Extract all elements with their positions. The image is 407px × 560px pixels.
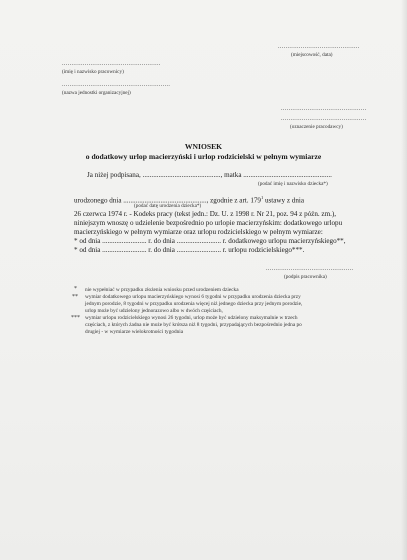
leave-item-2: * od dnia ......................... r. do dnia ......................... r. urlopu rodzicielskiego***. xyxy=(74,246,305,254)
unit-dots: ......................................................... xyxy=(62,82,171,88)
birth-date-label: (podać datę urodzenia dziecka*) xyxy=(134,203,202,209)
leave-item-1: * od dnia ......................... r. do dnia ......................... r. dodatkowego urlopu macierzyńskiego**, xyxy=(74,237,346,245)
signature-label: (podpis pracownika) xyxy=(284,274,327,280)
footnote-1-mark: * xyxy=(74,286,77,292)
document-subtitle: o dodatkowy urlop macierzyński i urlop rodzicielski w pełnym wymiarze xyxy=(85,152,322,161)
unit-label: (nazwa jednostki organizacyjnej) xyxy=(62,90,131,96)
footnote-3-line-2: częściach, z których żadna nie może być krótsza niż 8 tygodni, przypadających bezpośrednio jedna po xyxy=(85,322,302,328)
footnote-2-line-1: wymiar dodatkowego urlopu macierzyńskiego wynosi 6 tygodni w przypadku urodzenia dziecka przy xyxy=(85,294,301,300)
footnote-2-line-3: urlop może być udzielony jednorazowo albo w dwóch częściach, xyxy=(85,308,223,314)
employer-dots-1: ............................................. xyxy=(281,106,367,112)
body-line-1: Ja niżej podpisana, ............................................, matka .................................................. xyxy=(87,171,332,179)
employee-name-dots: .................................................... xyxy=(62,61,161,67)
employer-label: (oznaczenie pracodawcy) xyxy=(290,124,343,130)
body-line-4: niniejszym wnoszę o udzielenie bezpośrednio po urlopie macierzyńskim: dodatkowego urlopu xyxy=(74,219,343,227)
date-place-dots: ........................................... xyxy=(278,44,360,50)
footnote-2-line-2: jednym porodzie, 8 tygodni w przypadku urodzenia więcej niż jednego dziecka przy jednym porodzie, xyxy=(85,301,303,307)
child-name-label: (podać imię i nazwisko dziecka*) xyxy=(258,181,328,187)
body-line-3: 26 czerwca 1974 r. - Kodeks pracy (tekst jedn.: Dz. U. z 1998 r. Nr 21, poz. 94 z późn. zm.), xyxy=(74,210,336,218)
footnote-3-line-3: drugiej - w wymiarze wielokrotności tygodnia xyxy=(85,329,184,335)
body-line-2-end: ustawy z dnia xyxy=(263,196,304,205)
page-edge-shadow xyxy=(401,0,407,560)
employer-dots-2: ............................................. xyxy=(281,116,367,122)
footnote-3-line-1: wymiar urlopu rodzicielskiego wynosi 26 tygodni, urlop może być udzielony maksymalnie w trzech xyxy=(85,315,298,321)
signature-dots: .............................................. xyxy=(266,266,354,272)
article-superscript: 1 xyxy=(260,195,264,200)
body-line-2-start: urodzonego dnia ..............................................., zgodnie z art. 179 xyxy=(74,196,261,205)
footnote-2-mark: ** xyxy=(72,294,78,300)
document-title: WNIOSEK xyxy=(184,142,223,151)
employee-name-label: (imię i nazwisko pracownicy) xyxy=(62,69,124,75)
footnote-3-mark: *** xyxy=(71,315,80,321)
body-line-5: macierzyńskiego w pełnym wymiarze oraz urlopu rodzicielskiego w pełnym wymiarze: xyxy=(74,228,323,236)
footnote-1-text: nie wypełniać w przypadku złożenia wniosku przed urodzeniem dziecka xyxy=(85,287,239,293)
date-place-label: (miejscowość, data) xyxy=(291,52,333,58)
